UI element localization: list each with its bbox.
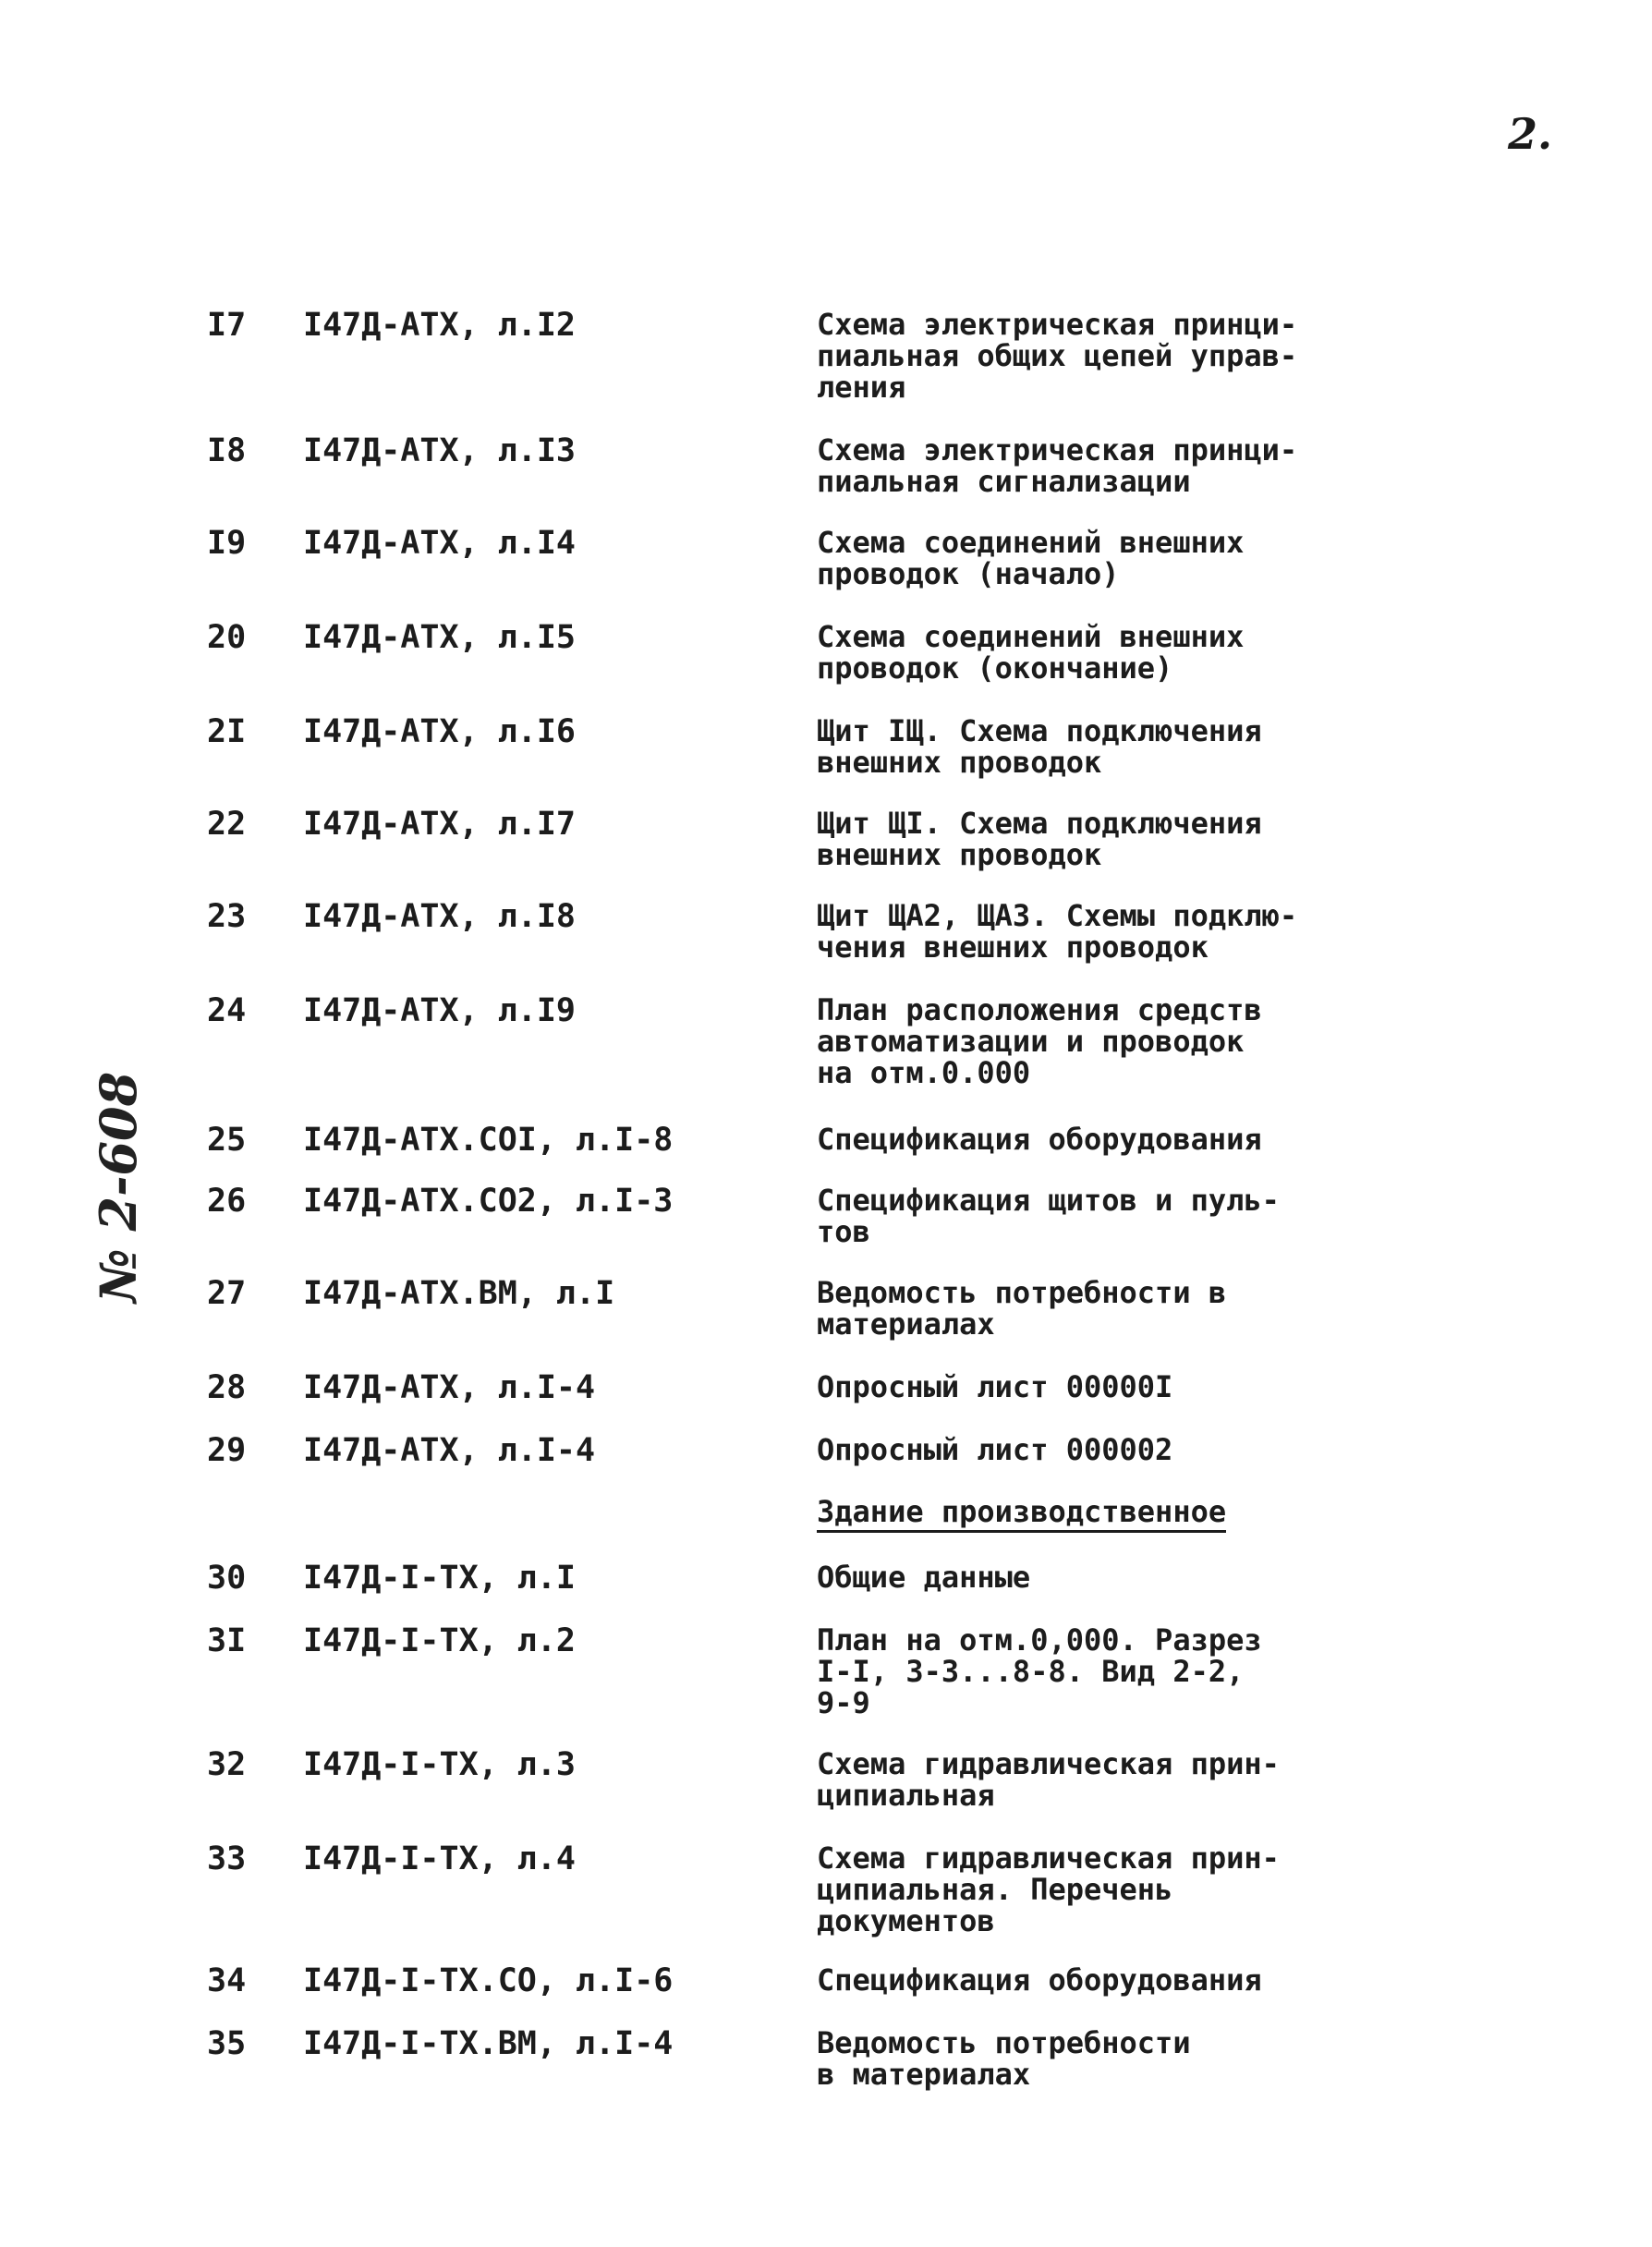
document-title: Ведомость потребности в материалах bbox=[817, 2025, 1191, 2092]
document-title: Схема соединений внешних проводок (окончание) bbox=[817, 619, 1245, 686]
document-code: I47Д-I-ТХ, л.3 bbox=[303, 1746, 577, 1783]
document-title: Щит ЩА2, ЩА3. Схемы подклю- чения внешних проводок bbox=[817, 898, 1298, 965]
document-code: I47Д-I-ТХ.ВМ, л.I-4 bbox=[303, 2025, 674, 2062]
document-code: I47Д-АТХ, л.I-4 bbox=[303, 1432, 596, 1469]
document-code: I47Д-АТХ, л.I4 bbox=[303, 525, 577, 562]
item-number: 22 bbox=[207, 806, 247, 843]
document-code: I47Д-АТХ.СОI, л.I-8 bbox=[303, 1122, 674, 1159]
item-number: I8 bbox=[207, 432, 247, 469]
document-title: Спецификация оборудования bbox=[817, 1962, 1262, 1998]
document-code: I47Д-АТХ, л.I2 bbox=[303, 307, 577, 344]
item-number: 35 bbox=[207, 2025, 247, 2062]
document-title: План на отм.0,000. Разрез I-I, 3-3...8-8. Вид 2-2, 9-9 bbox=[817, 1622, 1262, 1720]
page-number: 2. bbox=[1508, 109, 1553, 159]
document-title: Щит IЩ. Схема подключения внешних проводок bbox=[817, 713, 1262, 780]
item-number: I7 bbox=[207, 307, 247, 344]
document-title: Схема электрическая принци- пиальная сигнализации bbox=[817, 432, 1298, 499]
document-code: I47Д-АТХ, л.I5 bbox=[303, 619, 577, 656]
document-code: I47Д-АТХ, л.I7 bbox=[303, 806, 577, 843]
item-number: I9 bbox=[207, 525, 247, 562]
item-number: 20 bbox=[207, 619, 247, 656]
section-heading: Здание производственное bbox=[817, 1495, 1226, 1533]
document-code: I47Д-АТХ, л.I9 bbox=[303, 992, 577, 1029]
document-title: Щит ЩI. Схема подключения внешних проводок bbox=[817, 806, 1262, 872]
item-number: 23 bbox=[207, 898, 247, 935]
document-title: Схема соединений внешних проводок (начало) bbox=[817, 525, 1245, 591]
item-number: 24 bbox=[207, 992, 247, 1029]
document-code: I47Д-I-ТХ, л.I bbox=[303, 1560, 577, 1597]
document-title: Опросный лист 000002 bbox=[817, 1432, 1173, 1467]
item-number: 28 bbox=[207, 1369, 247, 1406]
item-number: 33 bbox=[207, 1840, 247, 1877]
item-number: 32 bbox=[207, 1746, 247, 1783]
document-title: План расположения средств автоматизации и проводок на отм.0.000 bbox=[817, 992, 1262, 1090]
document-title: Спецификация щитов и пуль- тов bbox=[817, 1183, 1280, 1249]
document-title: Спецификация оборудования bbox=[817, 1122, 1262, 1157]
item-number: 30 bbox=[207, 1560, 247, 1597]
document-code: I47Д-АТХ, л.I6 bbox=[303, 713, 577, 750]
document-code: I47Д-АТХ.ВМ, л.I bbox=[303, 1275, 615, 1312]
item-number: 29 bbox=[207, 1432, 247, 1469]
document-code: I47Д-АТХ, л.I-4 bbox=[303, 1369, 596, 1406]
document-code: I47Д-I-ТХ, л.2 bbox=[303, 1622, 577, 1659]
margin-handwritten-note: № 2-608 bbox=[89, 1071, 148, 1303]
document-code: I47Д-АТХ, л.I3 bbox=[303, 432, 577, 469]
item-number: 25 bbox=[207, 1122, 247, 1159]
item-number: 34 bbox=[207, 1962, 247, 1999]
item-number: 27 bbox=[207, 1275, 247, 1312]
document-code: I47Д-АТХ, л.I8 bbox=[303, 898, 577, 935]
document-code: I47Д-I-ТХ.СО, л.I-6 bbox=[303, 1962, 674, 1999]
item-number: 3I bbox=[207, 1622, 247, 1659]
document-title: Схема гидравлическая прин- ципиальная bbox=[817, 1746, 1280, 1813]
document-code: I47Д-АТХ.СО2, л.I-3 bbox=[303, 1183, 674, 1220]
document-title: Опросный лист 00000I bbox=[817, 1369, 1173, 1404]
document-title: Схема гидравлическая прин- ципиальная. Перечень документов bbox=[817, 1840, 1280, 1938]
document-title: Ведомость потребности в материалах bbox=[817, 1275, 1227, 1342]
item-number: 26 bbox=[207, 1183, 247, 1220]
item-number: 2I bbox=[207, 713, 247, 750]
document-code: I47Д-I-ТХ, л.4 bbox=[303, 1840, 577, 1877]
document-title: Схема электрическая принци- пиальная общих цепей управ- ления bbox=[817, 307, 1298, 405]
document-title: Общие данные bbox=[817, 1560, 1031, 1595]
